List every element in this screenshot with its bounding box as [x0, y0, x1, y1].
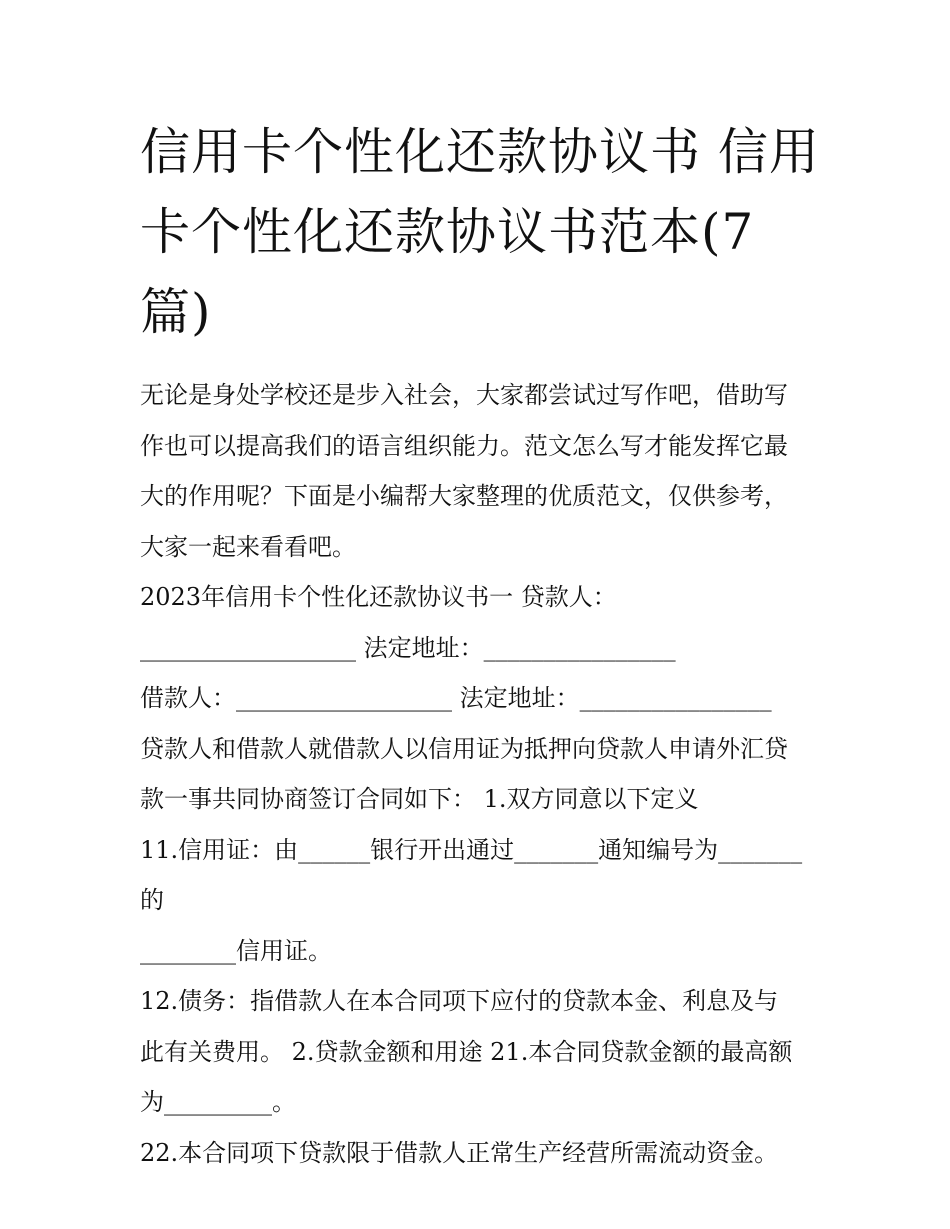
body-line: 大的作用呢？下面是小编帮大家整理的优质范文，仅供参考，: [140, 482, 788, 510]
body-line: ________信用证。: [140, 936, 332, 965]
title-line-3: 篇): [140, 283, 212, 341]
body-line: 11.信用证：由______银行开出通过_______通知编号为_______的: [140, 835, 803, 914]
body-line: __________________ 法定地址：________________: [140, 633, 676, 662]
body-line: 贷款人和借款人就借款人以信用证为抵押向贷款人申请外汇贷: [140, 734, 788, 763]
body-line: 为_________。: [140, 1088, 296, 1116]
body-line: 12.债务：指借款人在本合同项下应付的贷款本金、利息及与: [140, 987, 779, 1015]
title-line-1: 信用卡个性化还款协议书 信用: [140, 123, 820, 181]
body-line: 大家一起来看看吧。: [140, 532, 356, 561]
document-body: [140, 370, 820, 1178]
title-line-2: 卡个性化还款协议书范本(7: [140, 203, 755, 261]
document-page: [140, 112, 820, 1178]
body-line: 无论是身处学校还是步入社会，大家都尝试过写作吧，借助写: [140, 381, 788, 409]
body-line: 款一事共同协商签订合同如下： 1.双方同意以下定义: [140, 785, 699, 813]
body-line: 22.本合同项下贷款限于借款人正常生产经营所需流动资金。: [140, 1138, 779, 1167]
body-line: 此有关费用。 2.贷款金额和用途 21.本合同贷款金额的最高额: [140, 1037, 793, 1066]
body-line: 借款人：__________________ 法定地址：________________: [140, 684, 772, 712]
document-title: [140, 112, 820, 352]
body-line: 2023年信用卡个性化还款协议书一 贷款人：: [140, 583, 617, 611]
body-line: 作也可以提高我们的语言组织能力。范文怎么写才能发挥它最: [140, 431, 788, 460]
